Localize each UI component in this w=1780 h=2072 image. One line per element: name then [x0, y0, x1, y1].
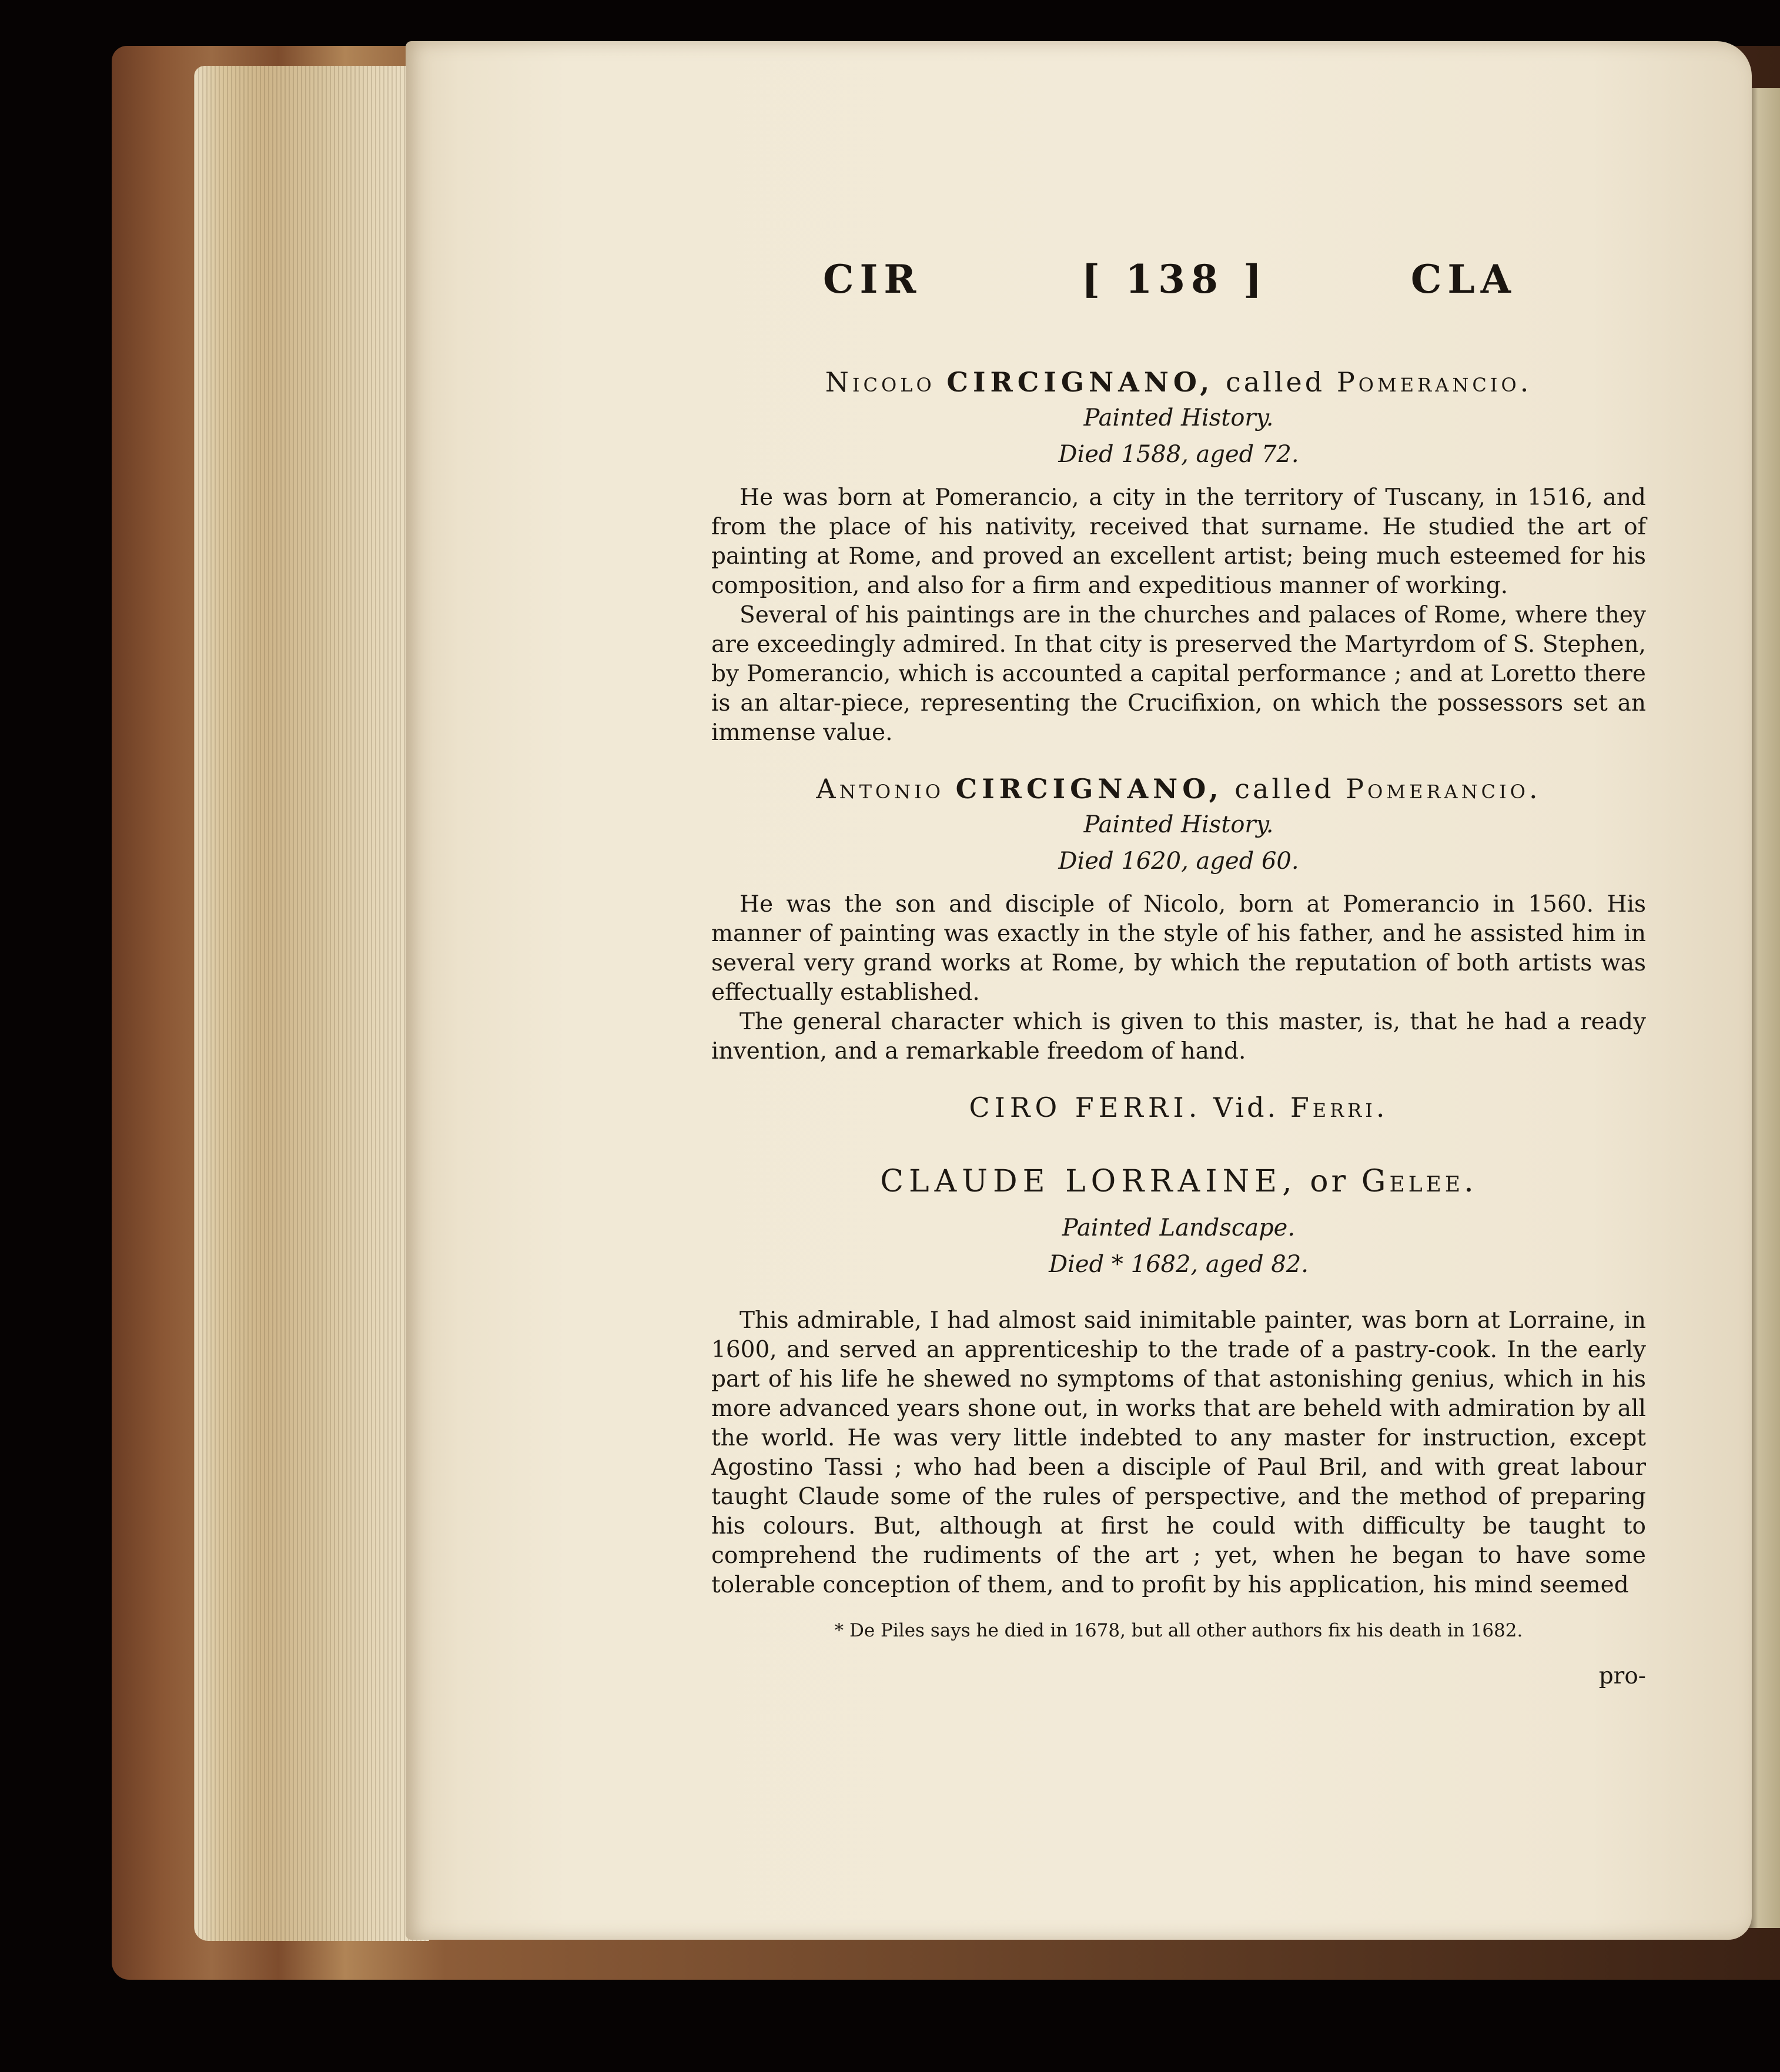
heading-surname: CLAUDE LORRAINE, [880, 1164, 1297, 1199]
cross-reference [711, 1090, 1646, 1125]
page-number: [ 138 ] [1082, 256, 1268, 302]
heading-surname: CIRCIGNANO, [955, 773, 1223, 805]
entry-paragraph: He was born at Pomerancio, a city in the territory of Tuscany, in 1516, and from the place of his nativity, received that surname. He studied the art of painting at Rome, and proved an excellent artist; being much esteemed for his composition, and also for a firm and expeditious manner of working. [711, 484, 1646, 599]
entry-claude [711, 1164, 1646, 1600]
heading-alias: Gelee. [1361, 1164, 1477, 1199]
entry-died: Died 1620, aged 60. [1058, 848, 1299, 875]
entry-died: Died 1588, aged 72. [1058, 441, 1299, 468]
heading-alias: Pomerancio. [1346, 773, 1541, 805]
heading-called: called [1225, 366, 1326, 398]
entry-paragraph: Several of his paintings are in the churches and palaces of Rome, where they are exceedingly admired. In that city is preserved the Martyrdom of S. Stephen, by Pomerancio, which is accounted a capital performance ; and at Loretto there is an altar-piece, representing the Crucifixion, on which the possessors set an immense value. [711, 602, 1646, 746]
heading-surname: CIRCIGNANO, [946, 366, 1214, 398]
entry-antonio [711, 771, 1646, 1066]
heading-first-name: Antonio [816, 773, 945, 805]
heading-alias: Pomerancio. [1336, 366, 1533, 398]
entry-heading [711, 1164, 1646, 1199]
running-head-right: CLA [1410, 256, 1517, 302]
entry-heading [711, 364, 1646, 400]
catchword: pro- [1598, 1663, 1646, 1689]
entry-nicolo [711, 364, 1646, 748]
entry-paragraph: This admirable, I had almost said inimitable painter, was born at Lorraine, in 1600, and served an apprenticeship to the trade of a pastry-cook. In the early part of his life he shewed no symptoms of that astonishing genius, which in his more advanced years shone out, in works that are beheld with admiration by all the world. He was very little indebted to any master for instruction, except Agostino Tassi ; who had been a disciple of Paul Bril, and with great labour taught Claude some of the rules of perspective, and the method of preparing his colours. But, although at first he could with difficulty be taught to comprehend the rudiments of the art ; yet, when he began to have some tolerable conception of them, and to profit by his application, his mind seemed [711, 1307, 1646, 1598]
page-edges [194, 66, 429, 1941]
entry-paragraph: The general character which is given to this master, is, that he had a ready invention, and a remarkable freedom of hand. [711, 1009, 1646, 1065]
entry-died: Died * 1682, aged 82. [1049, 1251, 1309, 1278]
heading-or: or [1310, 1164, 1349, 1199]
cross-ref-vid: Vid. [1213, 1092, 1279, 1123]
heading-first-name: Nicolo [825, 366, 935, 398]
entry-subject: Painted Landscape. [1062, 1214, 1296, 1241]
footnote: * De Piles says he died in 1678, but all other authors fix his death in 1682. [834, 1620, 1523, 1641]
page-text [711, 247, 1646, 1714]
cross-ref-name: CIRO FERRI. [969, 1092, 1202, 1123]
heading-called: called [1234, 773, 1334, 805]
entry-subject: Painted History. [1083, 811, 1274, 838]
cross-ref-target: Ferri. [1290, 1092, 1388, 1123]
entry-heading [711, 771, 1646, 806]
running-head-left: CIR [823, 256, 922, 302]
entry-paragraph: He was the son and disciple of Nicolo, born at Pomerancio in 1560. His manner of painting was exactly in the style of his father, and he assisted him in several very grand works at Rome, by which the reputation of both artists was effectually established. [711, 891, 1646, 1006]
entry-subject: Painted History. [1083, 404, 1274, 431]
